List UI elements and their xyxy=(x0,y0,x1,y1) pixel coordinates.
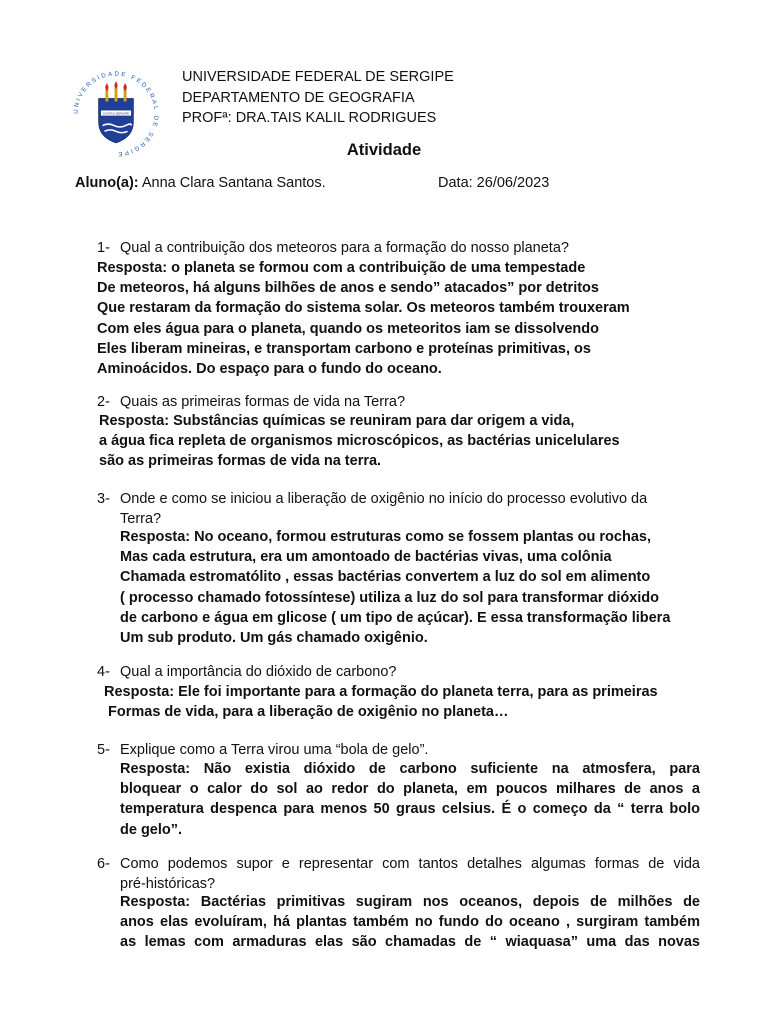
answer-line: Formas de vida, para a liberação de oxigênio no planeta… xyxy=(108,704,509,721)
student-line xyxy=(75,175,326,191)
answer-line: Chamada estromatólito , essas bactérias convertem a luz do sol em alimento xyxy=(120,569,651,586)
answer-line: Resposta: Bactérias primitivas sugiram nos oceanos, depois de milhões de xyxy=(120,894,700,910)
question-number: 6- xyxy=(97,856,110,872)
question-1 xyxy=(97,238,707,260)
answer-line: Eles liberam mineiras, e transportam carbono e proteínas primitivas, os xyxy=(97,340,591,357)
professor-name: PROFª: DRA.TAIS KALIL RODRIGUES xyxy=(182,110,437,126)
answer-line: Resposta: o planeta se formou com a contribuição de uma tempestade xyxy=(97,260,586,276)
answer-line: são as primeiras formas de vida na terra. xyxy=(99,453,382,470)
answer-line: a água fica repleta de organismos microscópicos, as bactérias unicelulares xyxy=(99,433,620,450)
answer-line: De meteoros, há alguns bilhões de anos e sendo” atacados” por detritos xyxy=(97,280,599,297)
answer-line: as lemas com armaduras elas são chamadas de “ wiaquasa” uma das novas xyxy=(120,934,700,951)
answer-line: Um sub produto. Um gás chamado oxigênio. xyxy=(120,630,428,647)
question-line: Onde e como se iniciou a liberação de oxigênio no início do processo evolutivo da xyxy=(120,491,648,507)
question-line: Terra? xyxy=(120,511,162,527)
seal-ring-text: UNIVERSIDADE FEDERAL DE SERGIPE xyxy=(72,70,160,158)
student-name: Anna Clara Santana Santos. xyxy=(141,175,326,191)
answer-1 xyxy=(97,258,630,379)
question-number: 1- xyxy=(97,240,110,256)
answer-line: Resposta: Ele foi importante para a formação do planeta terra, para as primeiras xyxy=(104,684,658,700)
answer-line: bloquear o calor do sol ao redor do planeta, em poucos milhares de anos a xyxy=(120,781,700,798)
answer-line: anos elas evoluíram, há plantas também no fundo do oceano , surgiram também xyxy=(120,914,700,931)
institution-block xyxy=(182,67,454,129)
question-text: Quais as primeiras formas de vida na Terra? xyxy=(120,394,406,410)
answer-line: ( processo chamado fotossíntese) utiliza a luz do sol para transformar dióxido xyxy=(120,589,660,606)
answer-line: Resposta: Não existia dióxido de carbono suficiente na atmosfera, para xyxy=(120,761,700,777)
question-number: 4- xyxy=(97,664,110,680)
answer-line: Aminoácidos. Do espaço para o fundo do oceano. xyxy=(97,361,442,378)
question-text xyxy=(120,854,700,894)
answer-2 xyxy=(99,411,620,472)
answer-line: Resposta: No oceano, formou estruturas como se fossem plantas ou rochas, xyxy=(120,529,651,545)
question-text: Explique como a Terra virou uma “bola de gelo”. xyxy=(120,742,429,758)
question-number: 5- xyxy=(97,742,110,758)
question-text xyxy=(120,489,647,529)
question-4 xyxy=(97,662,707,684)
question-6 xyxy=(97,854,707,896)
date-field: Data: 26/06/2023 xyxy=(438,175,550,191)
answer-line: de carbono e água em glicose ( um tipo de açúcar). E essa transformação libera xyxy=(120,609,671,626)
question-line: pré-históricas? xyxy=(120,876,216,892)
answer-5 xyxy=(120,759,700,840)
seal-motto-text: CIVITAS SERGIPE xyxy=(102,111,130,116)
university-name: UNIVERSIDADE FEDERAL DE SERGIPE xyxy=(182,69,454,85)
answer-line: de gelo”. xyxy=(120,821,183,838)
question-number: 3- xyxy=(97,491,110,507)
answer-line: temperatura despenca para menos 50 graus celsius. É o começo da “ terra bolo xyxy=(120,801,700,818)
department-name: DEPARTAMENTO DE GEOGRAFIA xyxy=(182,89,415,106)
student-label: Aluno(a): xyxy=(75,175,139,191)
answer-line: Resposta: Substâncias químicas se reuniram para dar origem a vida, xyxy=(99,413,575,429)
answer-3 xyxy=(120,527,670,648)
answer-line: Com eles água para o planeta, quando os meteoritos iam se dissolvendo xyxy=(97,320,599,337)
question-line: Como podemos supor e representar com tantos detalhes algumas formas de vida xyxy=(120,856,700,872)
answer-4 xyxy=(104,682,658,722)
question-text: Qual a contribuição dos meteoros para a formação do nosso planeta? xyxy=(120,240,569,256)
answer-line: Que restaram da formação do sistema solar. Os meteoros também trouxeram xyxy=(97,300,630,317)
page-title: Atividade xyxy=(346,141,422,159)
question-number: 2- xyxy=(97,394,110,410)
question-3 xyxy=(97,489,707,531)
question-text: Qual a importância do dióxido de carbono? xyxy=(120,664,397,680)
answer-6 xyxy=(120,892,700,953)
answer-line: Mas cada estrutura, era um amontoado de bactérias vivas, uma colônia xyxy=(120,549,612,566)
